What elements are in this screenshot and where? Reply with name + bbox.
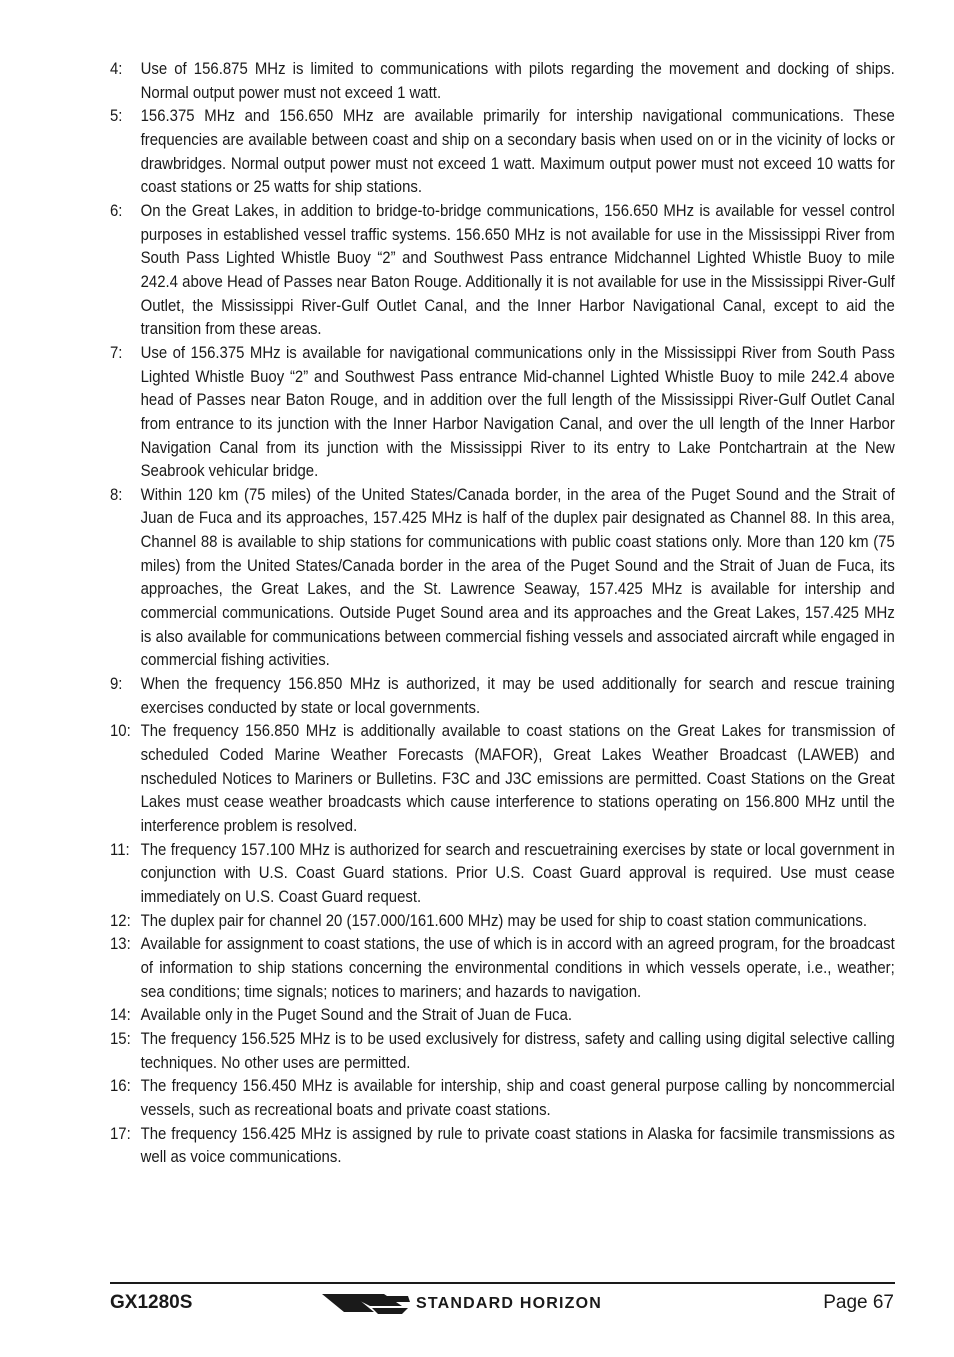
note-item [110, 341, 895, 483]
note-item [110, 104, 895, 199]
note-text: When the frequency 156.850 MHz is authorized, it may be used additionally for search and rescue training exercises conducted by state or local governments. [140, 674, 895, 717]
note-number: 11: [110, 839, 130, 859]
note-item [110, 672, 895, 719]
note-number: 7: [110, 342, 123, 362]
brand-wordmark: STANDARD HORIZON [416, 1295, 603, 1312]
wing-logo-icon [322, 1292, 410, 1316]
note-item [110, 932, 895, 1003]
note-item [110, 1003, 895, 1027]
page-number: Page 67 [823, 1292, 894, 1313]
footnotes-list [110, 57, 895, 1169]
note-item [110, 838, 895, 909]
note-item [110, 483, 895, 672]
model-name: GX1280S [110, 1292, 193, 1313]
note-item [110, 199, 895, 341]
note-number: 16: [110, 1076, 131, 1096]
note-text: 156.375 MHz and 156.650 MHz are available primarily for intership navigational communications. These frequencies are available between coast and ship on a secondary basis when used on or in the vicinity of locks or drawbridges. Normal output power must not exceed 1 watt. Maximum output power must not exceed 10 watts for coast stations or 25 watts for ship stations. [140, 106, 895, 197]
note-item [110, 1074, 895, 1121]
note-text: The duplex pair for channel 20 (157.000/161.600 MHz) may be used for ship to coast station communications. [140, 910, 867, 930]
note-text: On the Great Lakes, in addition to bridge-to-bridge communications, 156.650 MHz is available for vessel control purposes in established vessel traffic systems. 156.650 MHz is not available for use in the Mississippi River from South Pass Lighted Whistle Buoy “2” and Southwest Pass entrance Midchannel Lighted Whistle Buoy to mile 242.4 above Head of Passes near Baton Rouge. Additionally it is not available for use in the Mississippi River-Gulf Outlet, the Mississippi River-Gulf Outlet Canal, and the Inner Harbor Navigational Canal, except to aid the transition from these areas. [140, 200, 895, 339]
note-number: 6: [110, 200, 123, 220]
brand-logo [322, 1290, 602, 1318]
note-text: The frequency 156.425 MHz is assigned by rule to private coast stations in Alaska for facsimile transmissions as well as voice communications. [140, 1123, 895, 1167]
note-number: 15: [110, 1028, 131, 1048]
note-number: 9: [110, 674, 123, 694]
note-number: 4: [110, 59, 123, 78]
note-number: 5: [110, 106, 123, 126]
note-number: 10: [110, 721, 131, 741]
footer-divider [110, 1282, 895, 1284]
note-number: 17: [110, 1123, 131, 1143]
note-text: Available only in the Puget Sound and the Strait of Juan de Fuca. [140, 1005, 573, 1025]
note-item [110, 909, 895, 933]
note-item [110, 1122, 895, 1169]
note-text: The frequency 156.850 MHz is additionally available to coast stations on the Great Lakes for transmission of scheduled Coded Marine Weather Forecasts (MAFOR), Great Lakes Weather Broadcast (LAWEB) and nscheduled Notices to Mariners or Bulletins. F3C and J3C emissions are permitted. Coast Stations on the Great Lakes must cease weather broadcasts which cause interference to stations operating on 156.800 MHz until the interference problem is resolved. [140, 721, 895, 835]
note-text: The frequency 156.450 MHz is available for intership, ship and coast general purpose calling by noncommercial vessels, such as recreational boats and private coast stations. [140, 1076, 895, 1119]
note-text: Within 120 km (75 miles) of the United States/Canada border, in the area of the Puget Sound and the Strait of Juan de Fuca and its approaches, 157.425 MHz is half of the duplex pair designated as Channel 88. In this area, Channel 88 is available to ship stations for communications with public coast stations only. More than 120 km (75 miles) from the United States/Canada border in the area of the Puget Sound and the Strait of Juan de Fuca, its approaches, the Great Lakes, and the St. Lawrence Seaway, 157.425 MHz is available for intership and commercial communications. Outside Puget Sound area and its approaches and the Great Lakes, 157.425 MHz is also available for communications between commercial fishing vessels and associated aircraft while engaged in commercial fishing activities. [140, 484, 895, 670]
note-number: 12: [110, 910, 131, 930]
note-number: 14: [110, 1005, 131, 1025]
note-number: 8: [110, 484, 123, 504]
note-text: Use of 156.375 MHz is available for navigational communications only in the Mississippi River from South Pass Lighted Whistle Buoy “2” and Southwest Pass entrance Mid-channel Lighted Whistle Buoy to mile 242.4 above head of Passes near Baton Rouge, and in addition over the full length of the Mississippi River-Gulf Outlet Canal from entrance to its junction with the Inner Harbor Navigation Canal, and over the ull length of the Inner Harbor Navigation Canal from its junction with the Mississippi River to its entry to Lake Pontchartrain at the New Seabrook vehicular bridge. [140, 342, 895, 481]
note-item [110, 719, 895, 837]
note-text: The frequency 157.100 MHz is authorized for search and rescuetraining exercises by state or local government in conjunction with U.S. Coast Guard stations. Prior U.S. Coast Guard approval is required. Use must cease immediately on U.S. Coast Guard request. [140, 839, 895, 906]
note-text: Use of 156.875 MHz is limited to communications with pilots regarding the movement and docking of ships. Normal output power must not exceed 1 watt. [140, 59, 895, 102]
note-item [110, 1027, 895, 1074]
note-text: The frequency 156.525 MHz is to be used exclusively for distress, safety and calling using digital selective calling techniques. No other uses are permitted. [140, 1028, 895, 1072]
note-item [110, 57, 895, 104]
note-text: Available for assignment to coast stations, the use of which is in accord with an agreed program, for the broadcast of information to ship stations concerning the environmental conditions in which vessels operate, i.e., weather; sea conditions; time signals; notices to mariners; and hazards to navigation. [140, 934, 895, 1001]
note-number: 13: [110, 934, 131, 954]
